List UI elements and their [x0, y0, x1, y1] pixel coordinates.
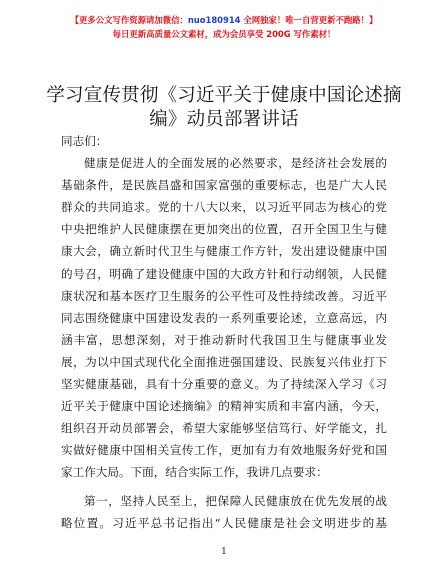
- paragraph-1: [61, 152, 387, 483]
- paragraph-line: 家工作大局。下面，结合实际工作，我讲几点要求：: [61, 465, 328, 480]
- paragraph-line: 中央把维护人民健康摆在更加突出的位置，召开全国卫生与健: [61, 222, 387, 237]
- document-title-line: 编》动员部署讲话: [149, 109, 299, 130]
- paragraph-line: 基础条件，是民族昌盛和国家富强的重要标志，也是广大人民: [61, 178, 387, 193]
- promo-banner: [0, 14, 448, 40]
- document-title: [40, 84, 408, 132]
- paragraph-line: 群众的共同追求。党的十八大以来，以习近平同志为核心的党: [61, 200, 387, 215]
- paragraph-line: 实做好健康中国相关宣传工作，更加有力有效地服务好党和国: [61, 443, 387, 458]
- paragraph-line: 健康是促进人的全面发展的必然要求，是经济社会发展的: [84, 156, 387, 171]
- document-body: [61, 130, 387, 534]
- paragraph-line: 展，为以中国式现代化全面推进强国建设、民族复兴伟业打下: [61, 354, 387, 369]
- paragraph-line: 略位置。习近平总书记指出“人民健康是社会文明进步的基: [61, 515, 387, 530]
- paragraph-line: 康状况和基本医疗卫生服务的公平性可及性持续改善。习近平: [61, 288, 387, 303]
- paragraph-2: [61, 490, 387, 534]
- document-title-line: 学习宣传贯彻《习近平关于健康中国论述摘: [46, 85, 402, 106]
- paragraph-line: 近平关于健康中国论述摘编》的精神实质和丰富内涵，今天，: [61, 399, 387, 414]
- promo-banner-line-1: 【更多公文写作资源请加微信：nuo180914 全网独家！唯一自营更新不跑路！】: [70, 15, 378, 25]
- page-number: 1: [221, 547, 227, 557]
- salutation: 同志们：: [61, 134, 108, 148]
- paragraph-line: 坚实健康基础，具有十分重要的意义。为了持续深入学习《习: [61, 377, 387, 392]
- paragraph-line: 的号召，明确了建设健康中国的大政方针和行动纲领，人民健: [61, 266, 387, 281]
- paragraph-line: 第一，坚持人民至上，把保障人民健康放在优先发展的战: [84, 493, 387, 508]
- paragraph-line: 组织召开动员部署会，希望大家能够坚信笃行、好学能文，扎: [61, 421, 387, 436]
- paragraph-line: 康大会，确立新时代卫生与健康工作方针，发出建设健康中国: [61, 244, 387, 259]
- paragraph-line: 同志围绕健康中国建设发表的一系列重要论述，立意高远，内: [61, 310, 387, 325]
- promo-banner-line-2: 每日更新高质量公文素材，成为会员享受 200G 写作素材！: [112, 29, 336, 39]
- paragraph-line: 涵丰富，思想深刻，对于推动新时代我国卫生与健康事业发: [61, 332, 387, 347]
